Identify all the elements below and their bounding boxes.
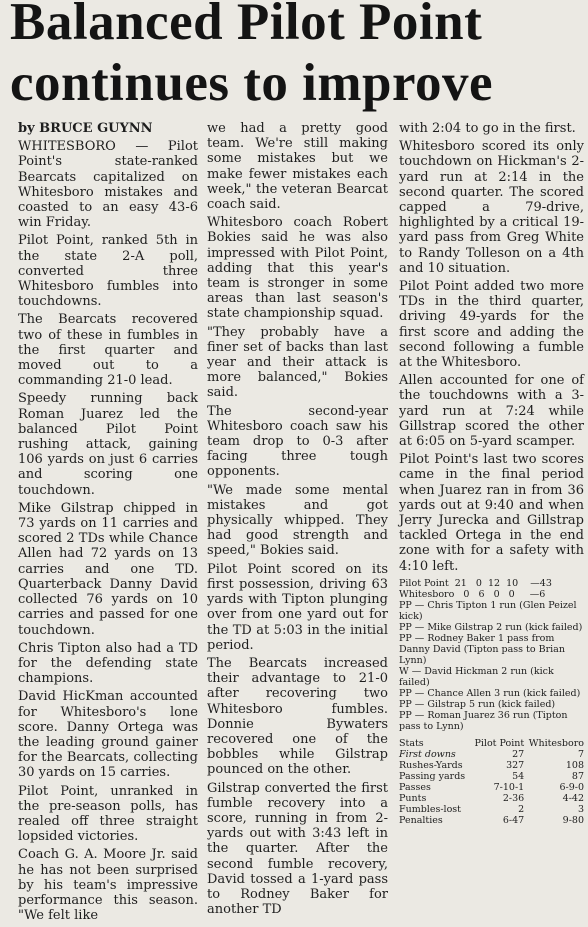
scoring-play: PP — Roman Juarez 36 run (Tipton pass to Lynn) (399, 709, 568, 732)
stats-row (399, 760, 584, 771)
stats-row (399, 771, 584, 782)
article-column-3 (399, 121, 584, 826)
paragraph: Whitesboro coach Robert Bokies said he was also impressed with Pilot Point, adding that this year's team is stronger in some areas than last season's state championship squad. (207, 215, 388, 322)
stat-value: 327 (506, 759, 525, 771)
team-stats-table (399, 738, 584, 826)
article-column-1 (18, 121, 198, 926)
paragraph: David HicKman accounted for Whitesboro's lone score. Danny Ortega was the leading ground gainer for the Bearcats, collecting 30 yards on 15 carries. (18, 689, 198, 781)
paragraph: Pilot Point, unranked in the pre-season polls, has realed off three straight lopsided victories. (18, 783, 198, 845)
stat-value: 6-9-0 (559, 781, 584, 793)
paragraph: Mike Gilstrap chipped in 73 yards on 11 carries and scored 2 TDs while Chance Allen had 72 yards on 13 carries and one TD. Quarterback Danny David collected 76 yards on 10 carries and passed for one touchdown. (18, 500, 198, 638)
stat-value: 4-42 (562, 792, 584, 804)
paragraph: "We made some mental mistakes and got physically whipped. They had good strength and speed," Bokies said. (207, 482, 388, 559)
paragraph: The Bearcats increased their advantage to 21-0 after recovering two Whitesboro fumbles. Donnie Bywaters recovered one of the bobbles while Gilstrap pounced on the other. (207, 655, 388, 778)
scoring-play: PP — Rodney Baker 1 pass from Danny David (Tipton pass to Brian Lynn) (399, 632, 565, 666)
stat-value: 6-47 (502, 814, 525, 826)
stat-label: Fumbles-lost (399, 803, 461, 815)
stats-row (399, 815, 584, 826)
scoring-play: PP — Chris Tipton 1 run (Glen Peizel kick) (399, 599, 577, 622)
headline (10, 0, 580, 114)
paragraph: Coach G. A. Moore Jr. said he has not been surprised by his team's impressive performance this season. "We felt like (18, 847, 198, 924)
stats-row (399, 749, 584, 760)
paragraph: Pilot Point scored on its first possession, driving 63 yards with Tipton plunging over from one yard out for the TD at 5:03 in the initial period. (207, 561, 388, 653)
stat-value: 87 (571, 770, 584, 782)
paragraph: Whitesboro scored its only touchdown on Hickman's 2-yard run at 2:14 in the second quarter. The scored capped a 79-drive, highlighted by a critical 19-yard pass from Greg White to Randy Tolleson on a 4th and 10 situation. (399, 139, 584, 276)
stat-label: Rushes-Yards (399, 759, 463, 771)
paragraph: "They probably have a finer set of backs than last year and their attack is more balanced," Bokies said. (207, 324, 388, 401)
paragraph: Pilot Point's last two scores came in the final period when Juarez ran in from 36 yards out at 9:40 and when Jerry Jurecka and Gillstrap tackled Ortega in the end zone with for a safety with 4:10 left. (399, 452, 584, 574)
paragraph: Gilstrap converted the first fumble recovery into a score, running in from 2-yards out with 3:43 left in the quarter. After the second fumble recovery, David tossed a 1-yard pass to Rodney Baker for another TD (207, 780, 388, 918)
stat-value: 7-10-1 (493, 781, 525, 793)
paragraph: The Bearcats recovered two of these in fumbles in the first quarter and moved out to a commanding 21-0 lead. (18, 312, 198, 389)
paragraph: Pilot Point added two more TDs in the third quarter, driving 49-yards for the first score and adding the second following a fumble at the Whitesboro. (399, 279, 584, 371)
headline-line-1: Balanced Pilot Point (10, 0, 483, 51)
stat-value: 27 (512, 748, 525, 760)
paragraph: we had a pretty good team. We're still making some mistakes but we make fewer mistakes each week," the veteran Bearcat coach said. (207, 121, 388, 213)
stats-header: Pilot Point (474, 737, 525, 749)
byline: by BRUCE GUYNN (18, 121, 153, 136)
stat-value: 108 (565, 759, 584, 771)
paragraph: The second-year Whitesboro coach saw his team drop to 0-3 after facing three tough opponents. (207, 403, 388, 480)
scoring-play: W — David Hickman 2 run (kick failed) (399, 665, 554, 688)
stats-row (399, 793, 584, 804)
stats-row (399, 804, 584, 815)
stat-value: 54 (512, 770, 525, 782)
stat-value: 3 (577, 803, 584, 815)
paragraph: Allen accounted for one of the touchdowns with a 3-yard run at 7:24 while Gillstrap scored the other at 6:05 on 5-yard scamper. (399, 373, 584, 450)
article-column-2 (207, 121, 388, 920)
scoring-plays (399, 600, 584, 732)
stat-label: Passing yards (399, 770, 466, 782)
linescore-whitesboro: Whitesboro 0 6 0 0 —6 (399, 588, 546, 600)
stat-label: First downs (399, 748, 456, 760)
stat-label: Penalties (399, 814, 443, 826)
scoring-play: PP — Mike Gilstrap 2 run (kick failed) (399, 621, 583, 633)
linescore-pilot-point: Pilot Point 21 0 12 10 —43 (399, 577, 552, 589)
paragraph: Pilot Point, ranked 5th in the state 2-A poll, converted three Whitesboro fumbles into touchdowns. (18, 233, 198, 310)
scoring-play: PP — Gilstrap 5 run (kick failed) (399, 698, 556, 710)
scoring-play: PP — Chance Allen 3 run (kick failed) (399, 687, 581, 699)
headline-line-2: continues to improve (10, 54, 494, 112)
scoring-summary (399, 578, 584, 732)
stat-value: 9-80 (562, 814, 584, 826)
stat-value: 2 (518, 803, 525, 815)
stats-header: Whitesboro (528, 737, 584, 749)
paragraph: with 2:04 to go in the first. (399, 121, 576, 136)
stat-value: 7 (577, 748, 584, 760)
paragraph: WHITESBORO — Pilot Point's state-ranked Bearcats capitalized on Whitesboro mistakes and coasted to an easy 43-6 win Friday. (18, 139, 198, 231)
stat-value: 2-36 (502, 792, 525, 804)
stats-header: Stats (399, 737, 424, 749)
stats-header-row (399, 738, 584, 749)
stat-label: Passes (399, 781, 431, 793)
stats-row (399, 782, 584, 793)
stat-label: Punts (399, 792, 427, 804)
paragraph: Chris Tipton also had a TD for the defending state champions. (18, 640, 198, 687)
paragraph: Speedy running back Roman Juarez led the balanced Pilot Point rushing attack, gaining 106 yards on just 6 carries and scoring one touchdown. (18, 391, 198, 498)
